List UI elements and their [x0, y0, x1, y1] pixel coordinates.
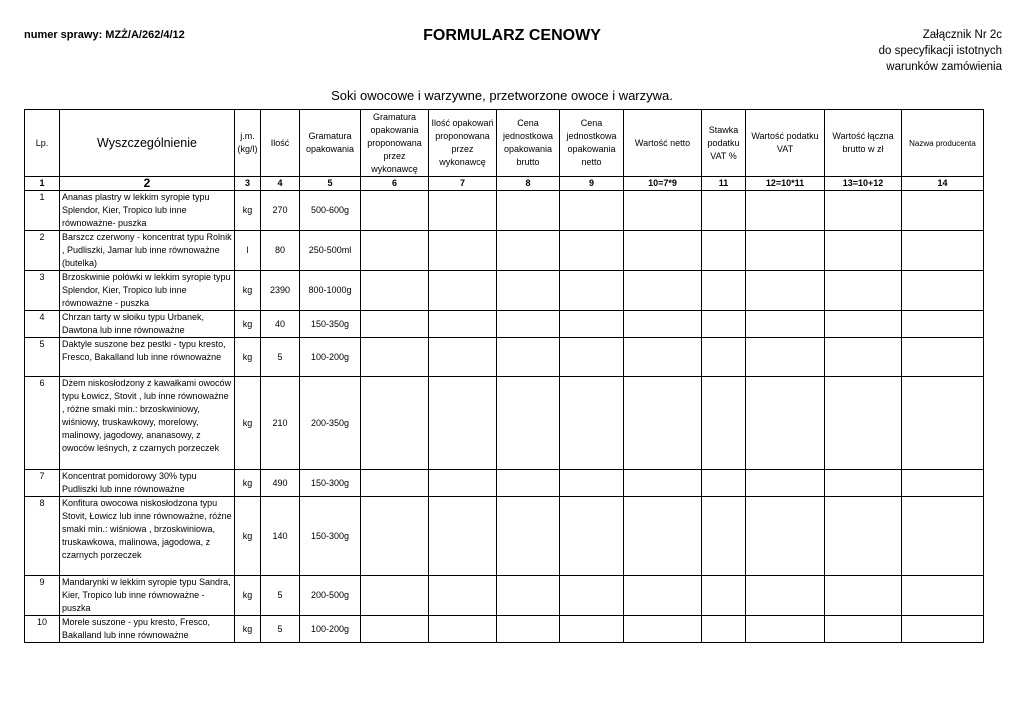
col-number: 12=10*11 [746, 177, 825, 191]
row-quantity: 490 [261, 470, 300, 497]
row-quantity: 40 [261, 311, 300, 338]
row-weight: 800-1000g [300, 271, 361, 311]
row-lp: 10 [25, 616, 60, 643]
cell-vat-value[interactable] [746, 576, 825, 616]
row-unit: kg [235, 616, 261, 643]
cell-net-value[interactable] [624, 470, 702, 497]
row-description: Brzoskwinie połówki w lekkim syropie typu Splendor, Kier, Tropico lub inne równoważne - puszka [60, 271, 235, 311]
row-weight: 150-300g [300, 497, 361, 576]
cell-unit-price-gross[interactable] [497, 377, 560, 470]
cell-proposed-count[interactable] [429, 377, 497, 470]
cell-gross-total[interactable] [825, 616, 902, 643]
cell-vat-rate[interactable] [702, 377, 746, 470]
cell-producer[interactable] [902, 470, 984, 497]
row-quantity: 210 [261, 377, 300, 470]
row-weight: 100-200g [300, 338, 361, 377]
table-row [25, 338, 984, 377]
cell-gross-total[interactable] [825, 231, 902, 271]
cell-vat-value[interactable] [746, 616, 825, 643]
row-quantity: 270 [261, 191, 300, 231]
cell-proposed-count[interactable] [429, 338, 497, 377]
row-unit: kg [235, 470, 261, 497]
cell-proposed-weight[interactable] [361, 231, 429, 271]
row-quantity: 2390 [261, 271, 300, 311]
column-header-row [25, 110, 984, 177]
cell-proposed-weight[interactable] [361, 377, 429, 470]
row-description: Chrzan tarty w słoiku typu Urbanek, Dawtona lub inne równoważne [60, 311, 235, 338]
table-row [25, 576, 984, 616]
col-number: 7 [429, 177, 497, 191]
cell-net-value[interactable] [624, 271, 702, 311]
cell-producer[interactable] [902, 311, 984, 338]
cell-vat-value[interactable] [746, 271, 825, 311]
cell-proposed-count[interactable] [429, 470, 497, 497]
col-number: 13=10+12 [825, 177, 902, 191]
cell-vat-rate[interactable] [702, 191, 746, 231]
row-unit: kg [235, 311, 261, 338]
cell-proposed-count[interactable] [429, 576, 497, 616]
cell-unit-price-gross[interactable] [497, 231, 560, 271]
cell-net-value[interactable] [624, 191, 702, 231]
row-quantity: 5 [261, 338, 300, 377]
row-description: Barszcz czerwony - koncentrat typu Rolnik , Pudliszki, Jamar lub inne równoważne (butelka) [60, 231, 235, 271]
cell-vat-value[interactable] [746, 338, 825, 377]
cell-proposed-weight[interactable] [361, 616, 429, 643]
cell-net-value[interactable] [624, 377, 702, 470]
cell-net-value[interactable] [624, 616, 702, 643]
col-header-gross-total: Wartość łączna brutto w zł [825, 110, 902, 177]
annex-note [879, 27, 1002, 75]
cell-proposed-count[interactable] [429, 311, 497, 338]
cell-net-value[interactable] [624, 338, 702, 377]
col-number: 10=7*9 [624, 177, 702, 191]
table-row [25, 231, 984, 271]
annex-line-3: warunków zamówienia [886, 61, 1002, 73]
col-header-net-value: Wartość netto [624, 110, 702, 177]
form-subtitle: Soki owocowe i warzywne, przetworzone owoce i warzywa. [331, 88, 673, 103]
row-weight: 250-500ml [300, 231, 361, 271]
col-header-proposed-weight: Gramatura opakowania proponowana przez wykonawcę [361, 110, 429, 177]
col-number: 5 [300, 177, 361, 191]
cell-proposed-weight[interactable] [361, 311, 429, 338]
cell-producer[interactable] [902, 497, 984, 576]
cell-vat-rate[interactable] [702, 497, 746, 576]
table-row [25, 271, 984, 311]
col-number: 8 [497, 177, 560, 191]
col-header-unit-price-gross: Cena jednostkowa opakowania brutto [497, 110, 560, 177]
cell-vat-value[interactable] [746, 470, 825, 497]
cell-producer[interactable] [902, 271, 984, 311]
col-number: 6 [361, 177, 429, 191]
row-lp: 8 [25, 497, 60, 576]
column-number-row [25, 177, 984, 191]
table-row [25, 470, 984, 497]
row-weight: 100-200g [300, 616, 361, 643]
row-quantity: 80 [261, 231, 300, 271]
row-quantity: 5 [261, 576, 300, 616]
cell-gross-total[interactable] [825, 311, 902, 338]
case-number: numer sprawy: MZŻ/A/262/4/12 [24, 29, 185, 41]
cell-net-value[interactable] [624, 311, 702, 338]
cell-vat-rate[interactable] [702, 470, 746, 497]
cell-gross-total[interactable] [825, 271, 902, 311]
cell-proposed-weight[interactable] [361, 470, 429, 497]
cell-unit-price-net[interactable] [560, 470, 624, 497]
cell-vat-rate[interactable] [702, 311, 746, 338]
price-form-table [24, 109, 984, 643]
col-header-producer: Nazwa producenta [902, 110, 984, 177]
cell-gross-total[interactable] [825, 497, 902, 576]
cell-proposed-count[interactable] [429, 271, 497, 311]
cell-vat-value[interactable] [746, 497, 825, 576]
cell-proposed-weight[interactable] [361, 576, 429, 616]
table-row [25, 311, 984, 338]
row-weight: 200-500g [300, 576, 361, 616]
row-lp: 6 [25, 377, 60, 470]
cell-vat-value[interactable] [746, 191, 825, 231]
cell-vat-value[interactable] [746, 377, 825, 470]
cell-gross-total[interactable] [825, 191, 902, 231]
row-unit: kg [235, 497, 261, 576]
col-header-unit: j.m. (kg/l) [235, 110, 261, 177]
cell-producer[interactable] [902, 576, 984, 616]
cell-unit-price-net[interactable] [560, 191, 624, 231]
cell-vat-rate[interactable] [702, 338, 746, 377]
row-lp: 4 [25, 311, 60, 338]
cell-proposed-weight[interactable] [361, 338, 429, 377]
cell-producer[interactable] [902, 191, 984, 231]
col-number: 3 [235, 177, 261, 191]
cell-unit-price-net[interactable] [560, 271, 624, 311]
cell-unit-price-net[interactable] [560, 497, 624, 576]
cell-gross-total[interactable] [825, 377, 902, 470]
cell-proposed-count[interactable] [429, 497, 497, 576]
col-number: 1 [25, 177, 60, 191]
row-lp: 1 [25, 191, 60, 231]
cell-producer[interactable] [902, 377, 984, 470]
cell-vat-rate[interactable] [702, 231, 746, 271]
col-number: 4 [261, 177, 300, 191]
row-lp: 7 [25, 470, 60, 497]
row-quantity: 140 [261, 497, 300, 576]
cell-unit-price-net[interactable] [560, 576, 624, 616]
cell-unit-price-net[interactable] [560, 311, 624, 338]
cell-proposed-weight[interactable] [361, 191, 429, 231]
cell-unit-price-gross[interactable] [497, 497, 560, 576]
row-description: Daktyle suszone bez pestki - typu kresto, Fresco, Bakalland lub inne równoważne [60, 338, 235, 377]
cell-gross-total[interactable] [825, 338, 902, 377]
row-weight: 150-350g [300, 311, 361, 338]
row-description: Koncentrat pomidorowy 30% typu Pudliszki lub inne równoważne [60, 470, 235, 497]
cell-unit-price-gross[interactable] [497, 576, 560, 616]
col-header-package-weight: Gramatura opakowania [300, 110, 361, 177]
row-description: Mandarynki w lekkim syropie typu Sandra, Kier, Tropico lub inne równoważne - puszka [60, 576, 235, 616]
cell-vat-value[interactable] [746, 231, 825, 271]
row-lp: 5 [25, 338, 60, 377]
row-unit: kg [235, 191, 261, 231]
col-header-lp: Lp. [25, 110, 60, 177]
cell-proposed-count[interactable] [429, 191, 497, 231]
cell-gross-total[interactable] [825, 576, 902, 616]
row-unit: kg [235, 377, 261, 470]
cell-unit-price-gross[interactable] [497, 616, 560, 643]
cell-producer[interactable] [902, 231, 984, 271]
row-lp: 9 [25, 576, 60, 616]
cell-unit-price-gross[interactable] [497, 191, 560, 231]
col-number: 9 [560, 177, 624, 191]
row-unit: kg [235, 576, 261, 616]
row-weight: 200-350g [300, 377, 361, 470]
col-header-quantity: Ilość [261, 110, 300, 177]
row-description: Morele suszone - ypu kresto, Fresco, Bakalland lub inne równoważne [60, 616, 235, 643]
cell-unit-price-gross[interactable] [497, 338, 560, 377]
cell-unit-price-gross[interactable] [497, 311, 560, 338]
cell-unit-price-gross[interactable] [497, 470, 560, 497]
row-unit: kg [235, 271, 261, 311]
col-header-unit-price-net: Cena jednostkowa opakowania netto [560, 110, 624, 177]
col-header-vat-value: Wartość podatku VAT [746, 110, 825, 177]
cell-producer[interactable] [902, 338, 984, 377]
table-row [25, 497, 984, 576]
annex-line-2: do specyfikacji istotnych [878, 45, 1002, 57]
row-unit: l [235, 231, 261, 271]
table-row [25, 616, 984, 643]
table-row [25, 377, 984, 470]
col-number: 2 [60, 177, 235, 191]
cell-net-value[interactable] [624, 497, 702, 576]
cell-proposed-weight[interactable] [361, 497, 429, 576]
row-quantity: 5 [261, 616, 300, 643]
col-number: 11 [702, 177, 746, 191]
cell-net-value[interactable] [624, 576, 702, 616]
cell-proposed-weight[interactable] [361, 271, 429, 311]
page-title: FORMULARZ CENOWY [423, 27, 601, 44]
cell-proposed-count[interactable] [429, 231, 497, 271]
row-description: Konfitura owocowa niskosłodzona typu Stovit, Łowicz lub inne równoważne, różne smaki min.: wiśniowa , brzoskwiniowa, truskawkowa, malinowa, jagodowa, z czarnych porzeczek [60, 497, 235, 576]
annex-line-1: Załącznik Nr 2c [922, 29, 1002, 41]
table-row [25, 191, 984, 231]
col-header-proposed-count: Ilość opakowań proponowana przez wykonawcę [429, 110, 497, 177]
col-header-description: Wyszczególnienie [60, 110, 235, 177]
cell-unit-price-net[interactable] [560, 231, 624, 271]
row-description: Ananas plastry w lekkim syropie typu Splendor, Kier, Tropico lub inne równoważne- puszka [60, 191, 235, 231]
cell-unit-price-net[interactable] [560, 616, 624, 643]
row-description: Dżem niskosłodzony z kawałkami owoców typu Łowicz, Stovit , lub inne równoważne , różne smaki min.: brzoskwiniowy, wiśniowy, truskawkowy, morelowy, malinowy, jagodowy, ananasowy, z owoców leśnych, z czarnych porzeczek [60, 377, 235, 470]
cell-vat-rate[interactable] [702, 576, 746, 616]
row-lp: 2 [25, 231, 60, 271]
row-unit: kg [235, 338, 261, 377]
row-weight: 500-600g [300, 191, 361, 231]
cell-gross-total[interactable] [825, 470, 902, 497]
cell-unit-price-net[interactable] [560, 338, 624, 377]
cell-vat-value[interactable] [746, 311, 825, 338]
col-number: 14 [902, 177, 984, 191]
cell-proposed-count[interactable] [429, 616, 497, 643]
cell-net-value[interactable] [624, 231, 702, 271]
cell-unit-price-gross[interactable] [497, 271, 560, 311]
cell-producer[interactable] [902, 616, 984, 643]
cell-vat-rate[interactable] [702, 616, 746, 643]
row-weight: 150-300g [300, 470, 361, 497]
cell-vat-rate[interactable] [702, 271, 746, 311]
col-header-vat-rate: Stawka podatku VAT % [702, 110, 746, 177]
row-lp: 3 [25, 271, 60, 311]
cell-unit-price-net[interactable] [560, 377, 624, 470]
